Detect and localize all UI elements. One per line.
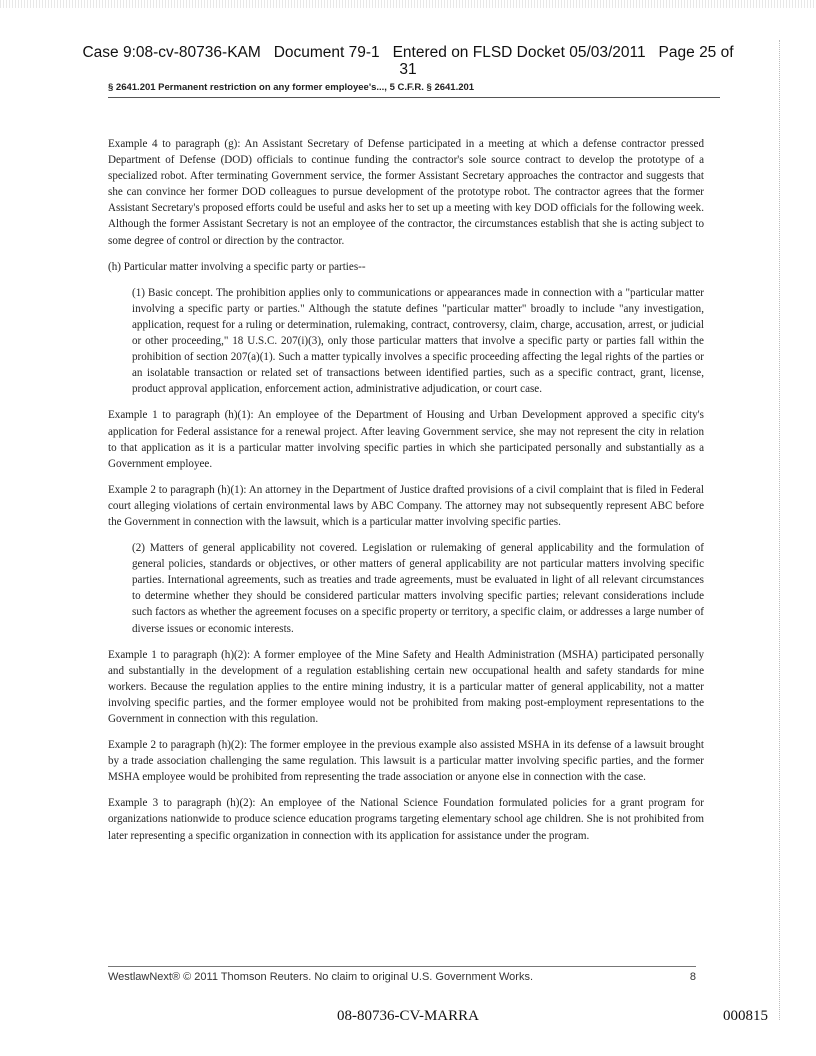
- court-header-line-2: 31: [399, 61, 417, 78]
- copyright-notice: WestlawNext® © 2011 Thomson Reuters. No claim to original U.S. Government Works.: [108, 971, 533, 983]
- document-body: [108, 136, 704, 854]
- paragraph-h-heading: (h) Particular matter involving a specific party or parties--: [108, 260, 366, 273]
- bates-page-number: 000815: [723, 1008, 768, 1024]
- paragraph-example-1-h2: Example 1 to paragraph (h)(2): A former employee of the Mine Safety and Health Administration (MSHA) participated personally and substantially in the development of a regulation establishing certain new occupational health and safety standards for mine workers. Because the regulation applies to the entire mining industry, it is a particular matter of general applicability, not a matter involving specific parties, and the former employee would not be prohibited from making post-employment representations to the Government in connection with this regulation.: [108, 648, 704, 725]
- footer-divider: [108, 966, 696, 967]
- court-header-line-1: Case 9:08-cv-80736-KAM Document 79-1 Entered on FLSD Docket 05/03/2011 Page 25 of: [82, 44, 734, 61]
- paragraph-h1-basic-concept: (1) Basic concept. The prohibition applies only to communications or appearances made in connection with a "particular matter involving a specific party or parties." Although the statute defines "particular matter" broadly to include "any investigation, application, request for a ruling or determination, rulemaking, contract, controversy, claim, charge, accusation, arrest, or judicial or other proceeding," 18 U.S.C. 207(i)(3), only those particular matters that involve a specific party or parties fall within the prohibition of section 207(a)(1). Such a matter typically involves a specific proceeding affecting the legal rights of the parties or an isolatable transaction or related set of transactions between identified parties, such as a specific contract, grant, license, product approval application, enforcement action, administrative adjudication, or court case.: [132, 286, 704, 396]
- paragraph-example-1-h1: Example 1 to paragraph (h)(1): An employee of the Department of Housing and Urban Development approved a specific city's application for Federal assistance for a renewal project. After leaving Government service, she may not represent the city in relation to that application as it is a particular matter involving specific parties in which she participated personally and substantially as a Government employee.: [108, 409, 704, 470]
- page-footer: [108, 971, 696, 983]
- paragraph-example-2-h2: Example 2 to paragraph (h)(2): The former employee in the previous example also assisted MSHA in its defense of a lawsuit brought by a trade association challenging the same regulation. This lawsuit is a particular matter involving specific parties, and the former MSHA employee would be prohibited from representing the trade association or anyone else in connection with the case.: [108, 739, 704, 784]
- paragraph-h2-general-applicability: (2) Matters of general applicability not covered. Legislation or rulemaking of general applicability and the formulation of general policies, standards or objectives, or other matters of general applicability are not particular matters involving specific parties. International agreements, such as treaties and trade agreements, must be evaluated in light of all relevant circumstances to determine whether they should be considered particular matters involving specific parties; relevant considerations include such factors as whether the agreement focuses on a specific property or territory, a specific claim, or addresses a large number of diverse issues or economic interests.: [132, 542, 704, 635]
- paragraph-example-2-h1: Example 2 to paragraph (h)(1): An attorney in the Department of Justice drafted provisions of a civil complaint that is filed in Federal court alleging violations of certain environmental laws by ABC Company. The attorney may not subsequently represent ABC before the Government in connection with the lawsuit, which is a particular matter involving specific parties.: [108, 483, 704, 528]
- paragraph-example-4-g: Example 4 to paragraph (g): An Assistant Secretary of Defense participated in a meeting at which a defense contractor pressed Department of Defense (DOD) officials to continue funding the contractor's sole source contract to develop the prototype of a specialized robot. After terminating Government service, the former Assistant Secretary approaches the contractor and suggests that she can convince her former DOD colleagues to pursue development of the prototype robot. The contractor agrees that the former Assistant Secretary's proposed efforts could be useful and asks her to set up a meeting with key DOD officials for the following week. Although the former Assistant Secretary is not an employee of the contractor, the circumstances establish that she is acting subject to some degree of control or direction by the contractor.: [108, 138, 704, 247]
- document-title: § 2641.201 Permanent restriction on any former employee's..., 5 C.F.R. § 2641.201: [108, 82, 720, 98]
- scan-edge: [779, 40, 780, 1020]
- court-header: [0, 44, 816, 78]
- scan-artifact: [0, 0, 816, 8]
- bates-case-number: 08-80736-CV-MARRA: [337, 1008, 479, 1024]
- paragraph-example-3-h2: Example 3 to paragraph (h)(2): An employee of the National Science Foundation formulated policies for a grant program for organizations nationwide to produce science education programs targeting elementary school age children. She is not prohibited from later representing a specific organization in connection with its application for assistance under the program.: [108, 797, 704, 842]
- page-number: 8: [689, 971, 696, 983]
